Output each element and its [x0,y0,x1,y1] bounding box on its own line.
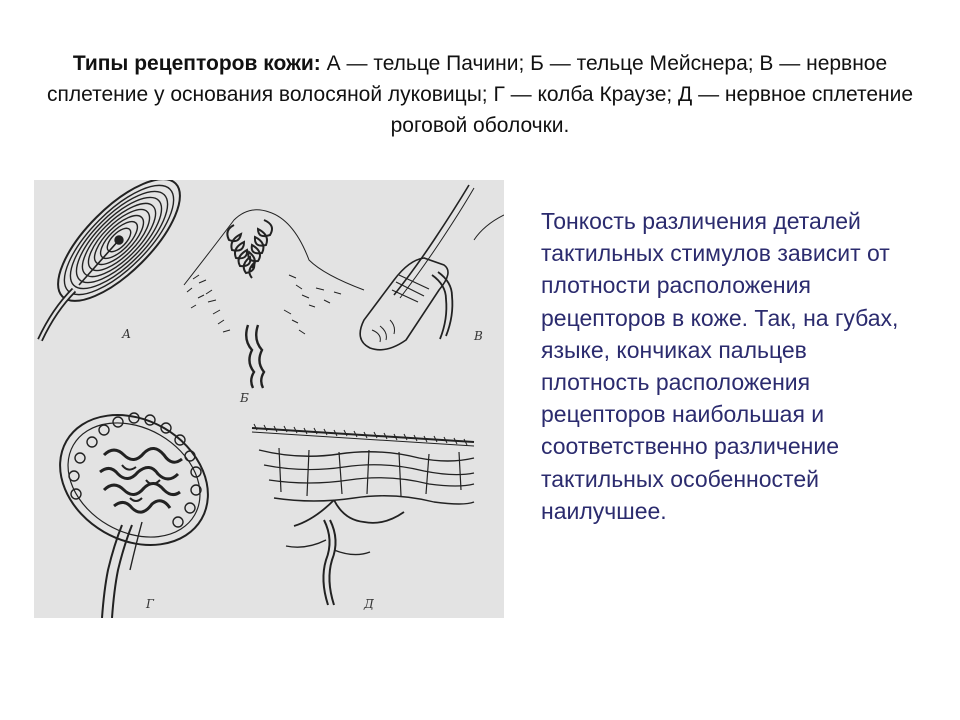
label-v: В [474,329,483,343]
label-a: А [122,327,132,341]
hair-bulb-plexus-drawing [360,185,504,350]
meissner-corpuscle-drawing [184,210,364,405]
receptor-illustration [34,180,504,618]
explanation-text: Тонкость различения деталей тактильных стимулов зависит от плотности расположения рецепторов в коже. Так, на губах, языке, кончиках пальцев плотность расположения рецепторов наибольшая и соответственно различение тактильных особенностей наилучшее. [541,208,899,524]
label-b: Б [240,391,249,405]
pacinian-corpuscle-drawing [40,180,198,340]
caption-lead: Типы рецепторов кожи: [72,52,321,75]
slide-caption [40,48,920,141]
corneal-plexus-drawing [252,424,474,611]
caption-text: А — тельце Пачини; Б — тельце Мейснера; В — нервное сплетение у основания волосяной луковицы; Г — колба Краузе; Д — нервное сплетение роговой оболочки. [46,52,914,137]
label-g: Г [146,597,154,611]
label-d: Д [364,597,374,611]
krause-bulb-drawing [36,389,231,618]
